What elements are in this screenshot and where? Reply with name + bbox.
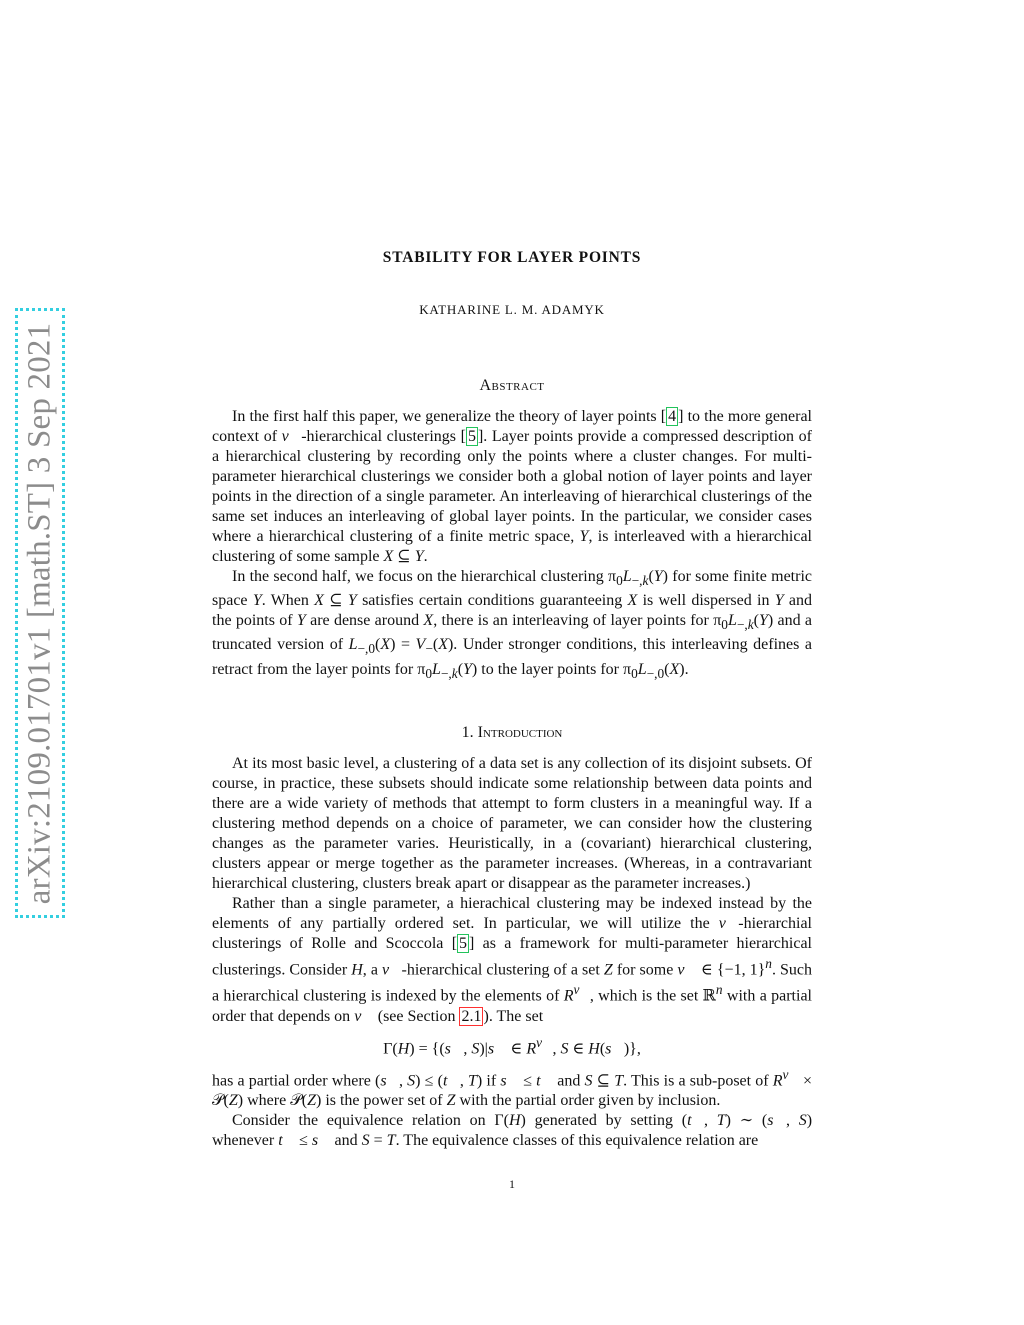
- arxiv-identifier-text: arXiv:2109.01701v1 [math.ST] 3 Sep 2021: [21, 322, 58, 904]
- introduction-body: [212, 754, 812, 1151]
- abstract-paragraph-1: In the first half this paper, we generalize the theory of layer points [ 4 ] to the more general context of v⃗-hierarchical clusterings [ 5 ]. Layer points provide a compressed description of a hierarchical clustering by recording only the points where a cluster changes. For multi-parameter hierarchical clusterings we consider both a global notion of layer points and layer points in the direction of a single parameter. An interleaving of hierarchical clusterings of the same set induces an interleaving of global layer points. In the particular, we consider cases where a hierarchical clustering of a finite metric space, Y, is interleaved with a hierarchical clustering of some sample X ⊆ Y.: [212, 408, 812, 565]
- section-reference-link[interactable]: 2.1: [461, 1007, 482, 1025]
- abstract-heading: Abstract: [479, 377, 545, 394]
- intro-paragraph-4: Consider the equivalence relation on Γ(H) generated by setting (t⃗, T) ∼ (s⃗, S) whenever t⃗ ≤ s⃗ and S = T. The equivalence classes of this equivalence relation are: [212, 1112, 813, 1150]
- paper-title: STABILITY FOR LAYER POINTS: [382, 249, 642, 266]
- page-number: 1: [509, 1177, 515, 1191]
- intro-paragraph-3: has a partial order where (s⃗, S) ≤ (t⃗, T) if s⃗ ≤ t⃗ and S ⊆ T. This is a sub-poset of $R^{v⃗}$ × 𝒫(Z) where 𝒫(Z) is the power set of Z with the partial order given by inclusion.: [212, 1066, 813, 1110]
- section-heading-introduction: 1. Introduction: [461, 724, 563, 741]
- intro-paragraph-2: Rather than a single parameter, a hierachical clustering may be indexed instead by the elements of any partially ordered set. In particular, we will utilize the v⃗-hierarchial clusterings of Rolle and Scoccola [ 5 ] as a framework for multi-parameter hierarchical clusterings. Consider H, a v⃗-hierarchical clustering of a set Z for some v⃗ ∈ {−1, 1}$^n$. Such a hierarchical clustering is indexed by the elements of $R^{v⃗}$, which is the set ℝ$^n$ with a partial order that depends on v⃗ (see Section 2.1 ). The set: [212, 895, 813, 1025]
- abstract-paragraph-2: In the second half, we focus on the hierarchical clustering $\pi_0L_{-,k}(Y)$ for some finite metric space Y. When X ⊆ Y satisfies certain conditions guaranteeing X is well dispersed in Y and the points of Y are dense around X, there is an interleaving of layer points for $\pi_0L_{-,k}(Y)$ and a truncated version of $L_{-,0}(X) = V_-(X)$. Under stronger conditions, this interleaving defines a retract from the layer points for $\pi_0L_{-,k}(Y)$ to the layer points for $\pi_0L_{-,0}(X)$.: [212, 568, 813, 681]
- display-equation-gamma: Γ(H) = {(s⃗, S)|s⃗ ∈ $R^{v⃗}$, S ∈ H(s⃗)},: [383, 1034, 641, 1057]
- abstract-body: [212, 407, 812, 684]
- citation-link[interactable]: 5: [459, 935, 468, 952]
- author-name: KATHARINE L. M. ADAMYK: [419, 302, 605, 317]
- arxiv-identifier-stamp: [15, 308, 65, 918]
- intro-paragraph-1: At its most basic level, a clustering of a data set is any collection of its disjoint subsets. Of course, in practice, these subsets should indicate some relationship between data points and there are a wide variety of methods that attempt to form clusters in a meaningful way. If a clustering method depends on a choice of parameter, we can consider how the clustering changes as the parameter varies. Heuristically, in a (covariant) hierarchical clustering, clusters appear or merge together as the parameter increases. (Whereas, in a contravariant hierarchical clustering, clusters break apart or disappear as the parameter increases.): [212, 755, 812, 892]
- citation-link[interactable]: 5: [467, 428, 476, 445]
- citation-link[interactable]: 4: [668, 408, 677, 425]
